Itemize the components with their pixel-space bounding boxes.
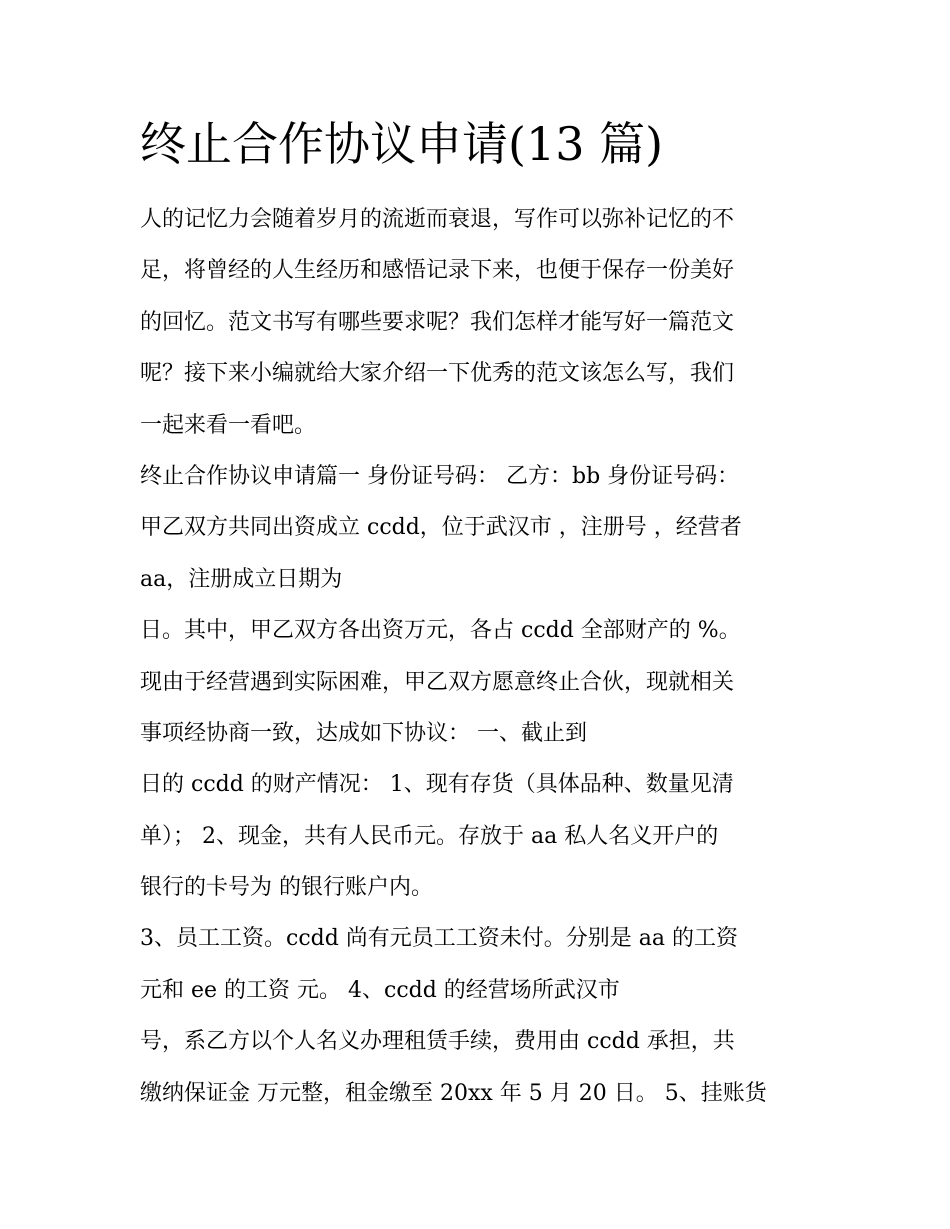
document-body bbox=[140, 194, 820, 1119]
text-line: 事项经协商一致，达成如下协议： 一、截止到 bbox=[140, 720, 587, 746]
text-line: aa，注册成立日期为 bbox=[140, 566, 343, 592]
document-title: 终止合作协议申请(13 篇) bbox=[140, 117, 664, 171]
text-line: 呢？接下来小编就给大家介绍一下优秀的范文该怎么写，我们 bbox=[140, 361, 735, 387]
text-line: 日。其中，甲乙双方各出资万元，各占 ccdd 全部财产的 %。 bbox=[140, 618, 741, 644]
text-line: 元和 ee 的工资 元。 4、ccdd 的经营场所武汉市 bbox=[140, 977, 620, 1003]
text-line: 一起来看一看吧。 bbox=[140, 412, 317, 438]
text-line: 现由于经营遇到实际困难，甲乙双方愿意终止合伙，现就相关 bbox=[140, 669, 735, 695]
text-line: 缴纳保证金 万元整，租金缴至 20xx 年 5 月 20 日。 5、挂账货 bbox=[140, 1080, 767, 1106]
text-line: 终止合作协议申请篇一 身份证号码： 乙方：bb 身份证号码： bbox=[140, 463, 740, 489]
text-line: 日的 ccdd 的财产情况： 1、现有存货（具体品种、数量见清 bbox=[140, 772, 734, 798]
text-line: 足，将曾经的人生经历和感悟记录下来，也便于保存一份美好 bbox=[140, 258, 735, 284]
text-line: 银行的卡号为 的银行账户内。 bbox=[140, 875, 433, 901]
text-line: 3、员工工资。ccdd 尚有元员工工资未付。分别是 aa 的工资 bbox=[140, 926, 739, 952]
text-line: 单）； 2、现金，共有人民币元。存放于 aa 私人名义开户的 bbox=[140, 823, 719, 849]
text-line: 人的记忆力会随着岁月的流逝而衰退，写作可以弥补记忆的不 bbox=[140, 207, 735, 232]
text-line: 甲乙双方共同出资成立 ccdd，位于武汉市 ，注册号 ，经营者 bbox=[140, 515, 742, 541]
text-line: 的回忆。范文书写有哪些要求呢？我们怎样才能写好一篇范文 bbox=[140, 309, 735, 335]
text-line: 号，系乙方以个人名义办理租赁手续，费用由 ccdd 承担，共 bbox=[140, 1029, 735, 1055]
